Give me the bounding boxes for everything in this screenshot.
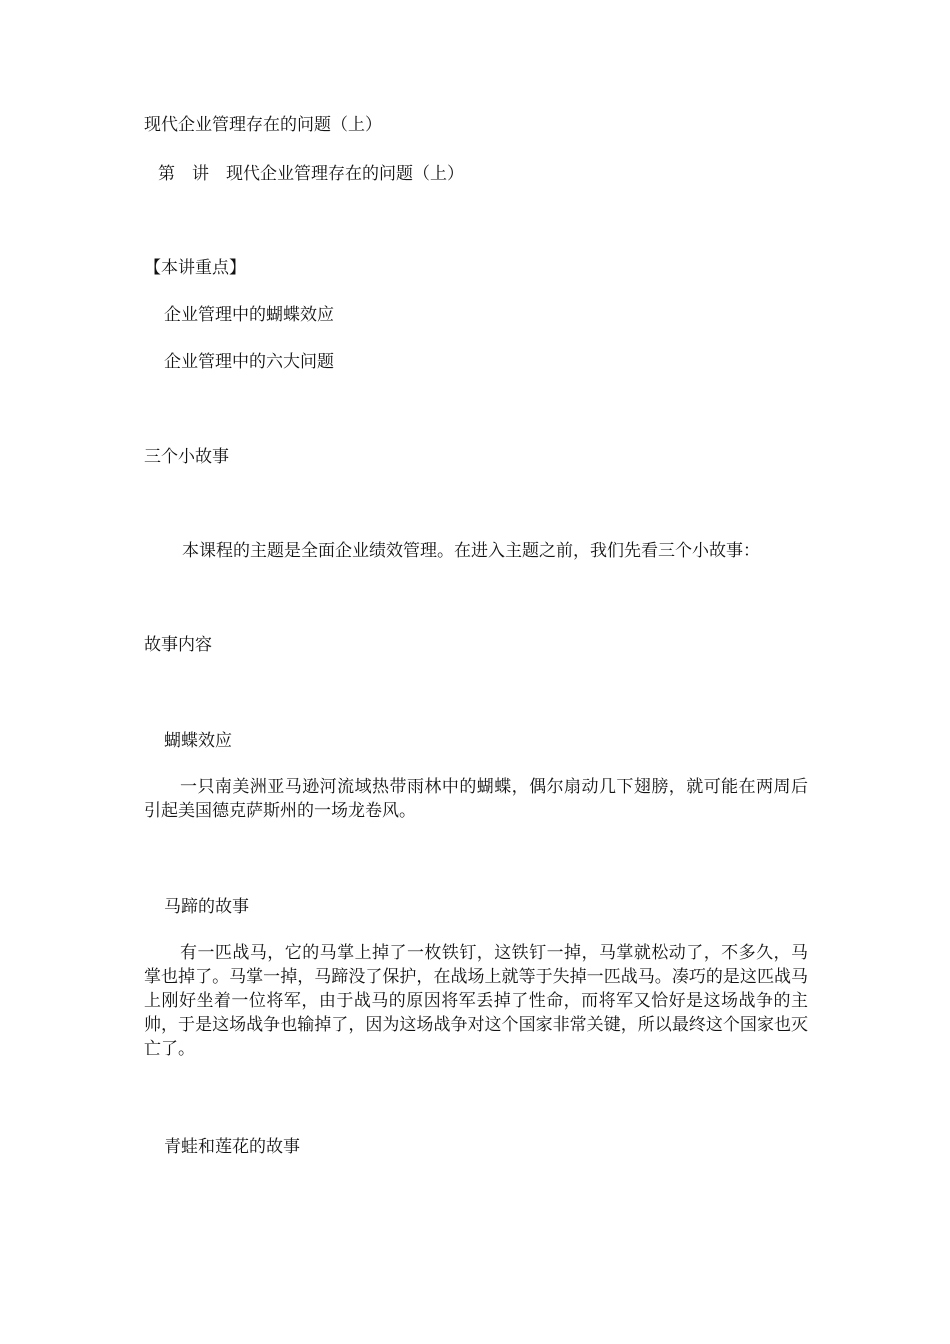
story-text-horseshoe: 有一匹战马，它的马掌上掉了一枚铁钉，这铁钉一掉，马掌就松动了，不多久，马掌也掉了。马掌一掉，马蹄没了保护，在战场上就等于失掉一匹战马。凑巧的是这匹战马上刚好坐着一位将军，由于战马的原因将军丢掉了性命，而将军又恰好是这场战争的主帅，于是这场战争也输掉了，因为这场战争对这个国家非常关键，所以最终这个国家也灭亡了。 <box>144 943 808 1059</box>
section-heading-story-content: 故事内容 <box>144 635 212 655</box>
key-point-item: 企业管理中的蝴蝶效应 <box>164 305 334 325</box>
story-title-horseshoe: 马蹄的故事 <box>164 897 249 917</box>
key-point-item: 企业管理中的六大问题 <box>164 352 334 372</box>
section-heading-three-stories: 三个小故事 <box>144 447 229 467</box>
story-title-frog-lotus: 青蛙和莲花的故事 <box>164 1137 300 1157</box>
document-title: 现代企业管理存在的问题（上） <box>144 115 382 135</box>
intro-paragraph: 本课程的主题是全面企业绩效管理。在进入主题之前，我们先看三个小故事： <box>182 541 760 561</box>
lecture-heading: 第 讲 现代企业管理存在的问题（上） <box>158 164 464 184</box>
story-text-butterfly-effect: 一只南美洲亚马逊河流域热带雨林中的蝴蝶，偶尔扇动几下翅膀，就可能在两周后引起美国德克萨斯州的一场龙卷风。 <box>144 777 808 821</box>
key-points-heading: 【本讲重点】 <box>144 258 246 278</box>
story-title-butterfly-effect: 蝴蝶效应 <box>164 731 232 751</box>
